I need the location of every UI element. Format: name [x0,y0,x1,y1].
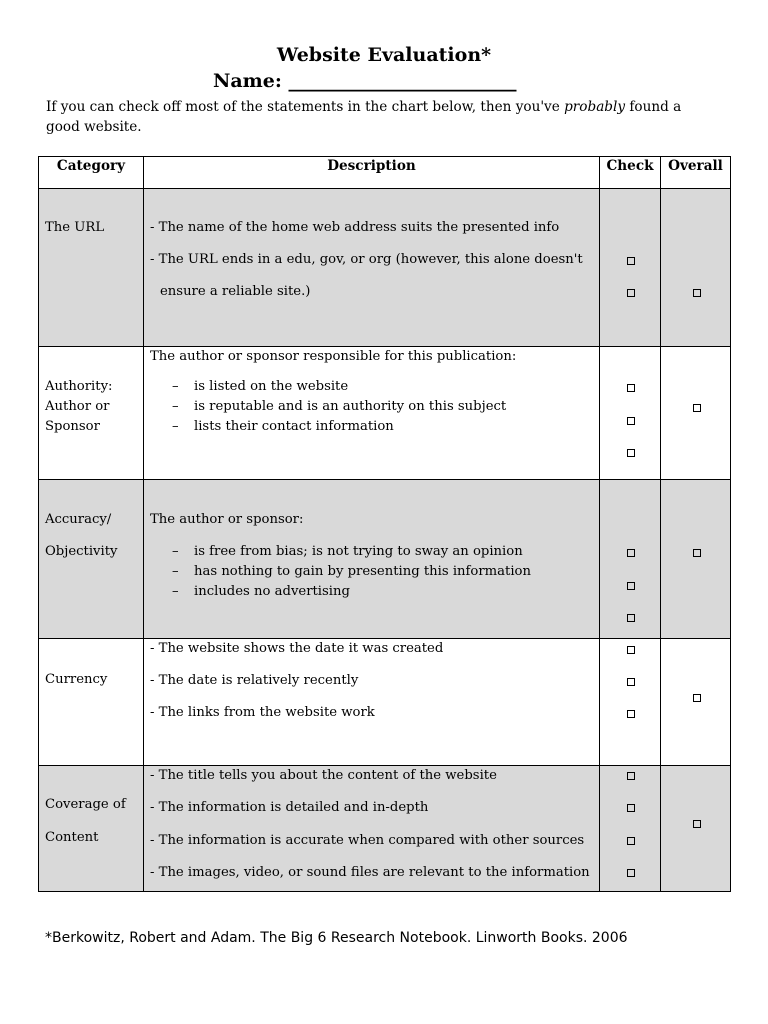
category-label: The URL [45,220,105,235]
category-label: Coverage of [45,797,126,812]
overall-check-box[interactable] [693,694,701,702]
category-label: Objectivity [45,544,118,559]
criterion-text: - The images, video, or sound files are relevant to the information [150,865,590,880]
evaluation-table [38,156,731,892]
check-box[interactable] [627,837,635,845]
criterion-text: - The links from the website work [150,705,375,720]
criterion-text: ensure a reliable site.) [160,284,311,299]
criterion-text: - The title tells you about the content of the website [150,768,497,783]
overall-cell [661,189,731,347]
list-item: – includes no advertising [172,582,593,602]
list-item: – is free from bias; is not trying to sway an opinion [172,542,593,562]
check-box[interactable] [627,257,635,265]
check-cell [600,766,661,892]
overall-cell [661,480,731,639]
overall-cell [661,766,731,892]
header-check: Check [600,157,661,189]
name-field-line [213,70,517,92]
overall-check-box[interactable] [693,549,701,557]
category-label: Content [45,830,99,845]
check-box[interactable] [627,384,635,392]
check-box[interactable] [627,646,635,654]
criterion-intro: The author or sponsor: [150,512,304,527]
intro-paragraph [46,97,716,137]
criterion-text: - The date is relatively recently [150,673,359,688]
overall-cell [661,639,731,766]
check-box[interactable] [627,772,635,780]
description-cell [144,766,600,892]
list-item: – has nothing to gain by presenting this information [172,562,593,582]
criterion-text: - The URL ends in a edu, gov, or org (however, this alone doesn't [150,252,583,267]
overall-cell [661,347,731,480]
category-label: Author or [45,399,110,414]
check-box[interactable] [627,582,635,590]
criteria-list [150,542,593,602]
category-label: Currency [45,672,108,687]
category-label: Authority: [45,379,113,394]
intro-text-after: found a good website. [46,99,682,135]
criterion-text: - The name of the home web address suits the presented info [150,220,560,235]
criterion-text: - The website shows the date it was created [150,641,444,656]
list-item: – lists their contact information [172,417,593,437]
category-cell [39,766,144,892]
check-box[interactable] [627,449,635,457]
check-box[interactable] [627,869,635,877]
check-cell [600,639,661,766]
description-cell [144,347,600,480]
check-box[interactable] [627,614,635,622]
header-category: Category [39,157,144,189]
check-cell [600,480,661,639]
check-box[interactable] [627,804,635,812]
category-cell [39,480,144,639]
citation-footnote: *Berkowitz, Robert and Adam. The Big 6 Research Notebook. Linworth Books. 2006 [45,930,628,946]
table-row-url [39,189,731,347]
check-cell [600,347,661,480]
category-label: Accuracy/ [45,512,112,527]
check-box[interactable] [627,678,635,686]
check-box[interactable] [627,417,635,425]
table-row-coverage [39,766,731,892]
intro-emphasis: probably [564,99,626,115]
overall-check-box[interactable] [693,820,701,828]
description-cell [144,639,600,766]
description-cell [144,480,600,639]
description-cell [144,189,600,347]
criterion-text: - The information is accurate when compared with other sources [150,833,585,848]
table-row-currency [39,639,731,766]
category-label: Sponsor [45,419,100,434]
criterion-intro: The author or sponsor responsible for this publication: [150,349,517,364]
intro-text-before: If you can check off most of the statements in the chart below, then you've [46,99,565,115]
table-row-authority [39,347,731,480]
category-cell [39,639,144,766]
overall-check-box[interactable] [693,404,701,412]
table-row-accuracy [39,480,731,639]
category-cell [39,347,144,480]
overall-check-box[interactable] [693,289,701,297]
check-box[interactable] [627,549,635,557]
check-box[interactable] [627,289,635,297]
criteria-list [150,377,593,437]
criterion-text: - The information is detailed and in-depth [150,800,429,815]
category-cell [39,189,144,347]
check-box[interactable] [627,710,635,718]
list-item: – is listed on the website [172,377,593,397]
name-blank[interactable]: ________________________ [288,70,517,92]
header-description: Description [144,157,600,189]
document-title: Website Evaluation* [276,44,492,66]
check-cell [600,189,661,347]
table-header-row [39,157,731,189]
header-overall: Overall [661,157,731,189]
list-item: – is reputable and is an authority on this subject [172,397,593,417]
name-label: Name: [213,70,282,92]
